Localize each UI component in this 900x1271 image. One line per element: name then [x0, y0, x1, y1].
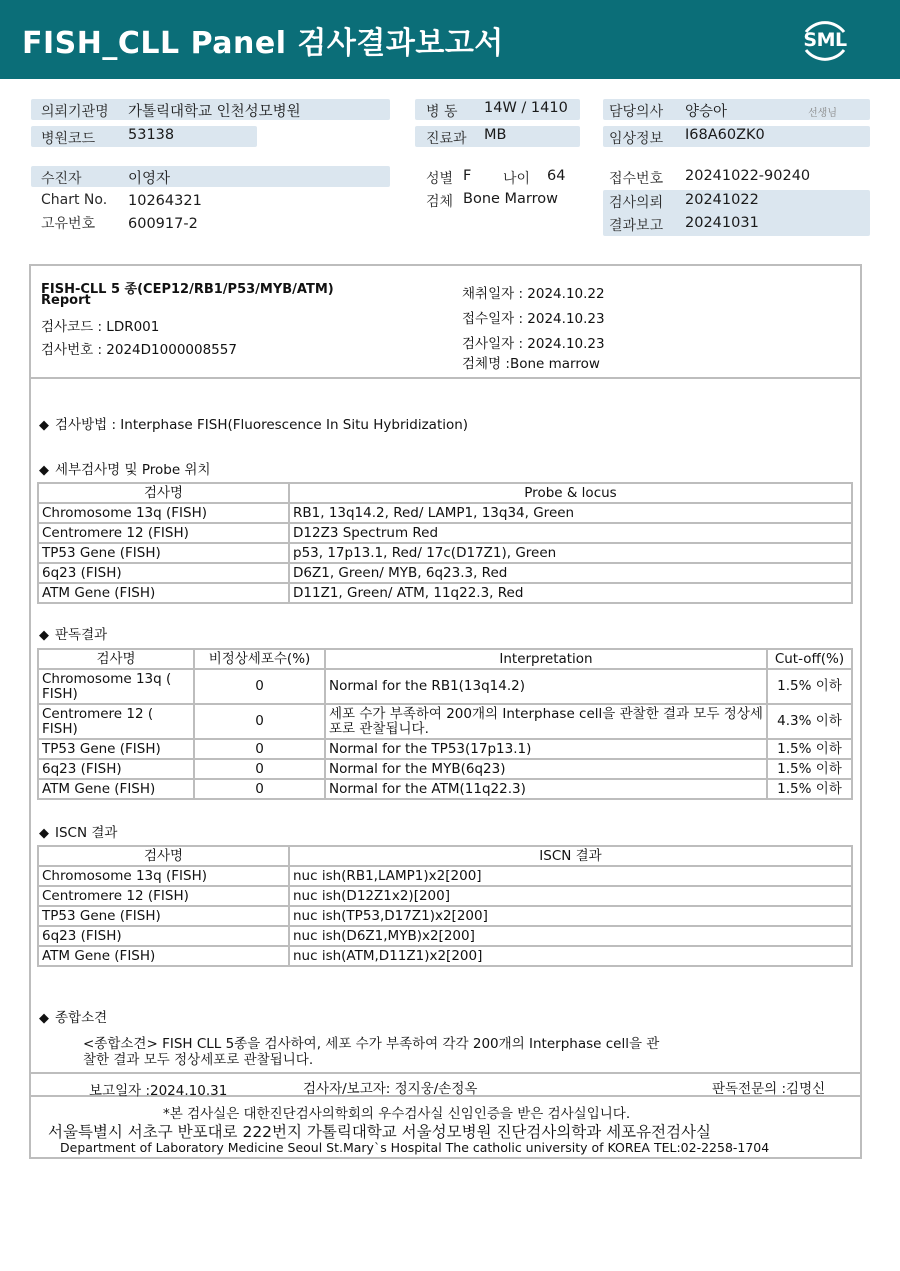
age-value: 64	[547, 168, 566, 184]
table-row	[38, 563, 852, 583]
table-row	[38, 926, 852, 946]
specimen-label: 검체	[426, 194, 454, 210]
patient-bar	[31, 166, 390, 187]
report-box	[29, 264, 862, 1159]
report-title: FISH-CLL 5 종(CEP12/RB1/P53/MYB/ATM)	[41, 282, 334, 297]
summary-heading	[39, 1006, 107, 1026]
ward-label: 병 동	[426, 104, 458, 120]
iscn-name: 6q23 (FISH)	[38, 926, 289, 946]
specimen-value: Bone Marrow	[463, 191, 559, 207]
specimen-name: 검체명 :Bone marrow	[462, 356, 600, 372]
result-header-cutoff: Cut-off(%)	[767, 649, 852, 669]
iscn-name: Chromosome 13q (FISH)	[38, 866, 289, 886]
result-heading-text: 판독결과	[55, 627, 108, 643]
report-header	[0, 0, 900, 79]
specialist: 판독전문의 :김명신	[712, 1081, 826, 1097]
logo-text: SML	[803, 29, 847, 51]
sex-value: F	[463, 168, 472, 184]
method-heading	[39, 413, 468, 433]
result-cutoff: 1.5% 이하	[767, 669, 852, 704]
probe-locus: p53, 17p13.1, Red/ 17c(D17Z1), Green	[289, 543, 852, 563]
patient-name: 이영자	[128, 171, 171, 187]
table-row	[38, 669, 852, 704]
diamond-bullet-icon: ◆	[39, 826, 49, 841]
dept-label: 진료과	[426, 131, 467, 147]
summary-line-2: 찰한 결과 모두 정상세포로 관찰됩니다.	[83, 1052, 314, 1068]
reporter: 검사자/보고자: 정지웅/손정옥	[303, 1081, 478, 1097]
iscn-result: nuc ish(D6Z1,MYB)x2[200]	[289, 926, 852, 946]
ward-value: 14W / 1410	[484, 100, 568, 116]
probe-header-row	[38, 483, 852, 503]
table-row	[38, 866, 852, 886]
result-interpretation: Normal for the RB1(13q14.2)	[325, 669, 767, 704]
chart-value: 10264321	[128, 193, 202, 209]
probe-locus: D12Z3 Spectrum Red	[289, 523, 852, 543]
receipt-value: 20241022-90240	[685, 168, 811, 184]
result-name: Centromere 12 ( FISH)	[38, 704, 194, 739]
result-cutoff: 1.5% 이하	[767, 759, 852, 779]
doctor-suffix: 선생님	[808, 108, 837, 119]
result-name: ATM Gene (FISH)	[38, 779, 194, 799]
result-header-abnormal: 비정상세포수(%)	[194, 649, 325, 669]
probe-name: TP53 Gene (FISH)	[38, 543, 289, 563]
patient-label: 수진자	[41, 171, 82, 187]
summary-heading-text: 종합소견	[55, 1010, 108, 1026]
hospital-code-label: 병원코드	[41, 131, 96, 147]
hospital-code-value: 53138	[128, 127, 175, 143]
iscn-name: Centromere 12 (FISH)	[38, 886, 289, 906]
probe-table	[37, 482, 853, 604]
result-interpretation: 세포 수가 부족하여 200개의 Interphase cell을 관찰한 결과 모두 정상세포로 관찰됩니다.	[325, 704, 767, 739]
request-label: 검사의뢰	[609, 195, 664, 211]
lab-address: 서울특별시 서초구 반포대로 222번지 가톨릭대학교 서울성모병원 진단검사의학과 세포유전검사실	[48, 1123, 711, 1141]
method-text: 검사방법 : Interphase FISH(Fluorescence In Situ Hybridization)	[55, 417, 469, 433]
iscn-name: ATM Gene (FISH)	[38, 946, 289, 966]
iscn-header-name: 검사명	[38, 846, 289, 866]
result-name: 6q23 (FISH)	[38, 759, 194, 779]
iscn-result: nuc ish(RB1,LAMP1)x2[200]	[289, 866, 852, 886]
table-row	[38, 759, 852, 779]
table-row	[38, 779, 852, 799]
result-heading	[39, 623, 107, 643]
report-issue-date: 보고일자 :2024.10.31	[89, 1083, 228, 1099]
signature-row	[31, 1072, 860, 1097]
result-cutoff: 4.3% 이하	[767, 704, 852, 739]
doctor-value: 양승아	[685, 104, 728, 120]
request-value: 20241022	[685, 192, 759, 208]
result-abnormal: 0	[194, 739, 325, 759]
probe-heading	[39, 458, 211, 478]
probe-locus: RB1, 13q14.2, Red/ LAMP1, 13q34, Green	[289, 503, 852, 523]
probe-name: ATM Gene (FISH)	[38, 583, 289, 603]
result-interpretation: Normal for the ATM(11q22.3)	[325, 779, 767, 799]
result-abnormal: 0	[194, 759, 325, 779]
probe-locus: D6Z1, Green/ MYB, 6q23.3, Red	[289, 563, 852, 583]
doctor-label: 담당의사	[609, 104, 664, 120]
probe-locus: D11Z1, Green/ ATM, 11q22.3, Red	[289, 583, 852, 603]
test-date: 검사일자 : 2024.10.23	[462, 336, 605, 352]
result-header-interpretation: Interpretation	[325, 649, 767, 669]
clinical-value: I68A60ZK0	[685, 127, 765, 143]
probe-header-name: 검사명	[38, 483, 289, 503]
table-row	[38, 583, 852, 603]
result-abnormal: 0	[194, 669, 325, 704]
table-row	[38, 906, 852, 926]
unique-label: 고유번호	[41, 216, 96, 232]
test-code: 검사코드 : LDR001	[41, 319, 160, 335]
certification-text: *본 검사실은 대한진단검사의학회의 우수검사실 신임인증을 받은 검사실입니다.	[163, 1106, 631, 1122]
table-row	[38, 704, 852, 739]
dept-value: MB	[484, 127, 507, 143]
iscn-result: nuc ish(ATM,D11Z1)x2[200]	[289, 946, 852, 966]
result-interpretation: Normal for the MYB(6q23)	[325, 759, 767, 779]
receipt-label: 접수번호	[609, 171, 664, 187]
result-interpretation: Normal for the TP53(17p13.1)	[325, 739, 767, 759]
result-table	[37, 648, 853, 800]
probe-header-locus: Probe & locus	[289, 483, 852, 503]
iscn-result: nuc ish(TP53,D17Z1)x2[200]	[289, 906, 852, 926]
clinical-label: 임상정보	[609, 131, 664, 147]
institution-value: 가톨릭대학교 인천성모병원	[128, 104, 301, 120]
table-row	[38, 503, 852, 523]
iscn-result: nuc ish(D12Z1x2)[200]	[289, 886, 852, 906]
result-abnormal: 0	[194, 704, 325, 739]
diamond-bullet-icon: ◆	[39, 1011, 49, 1026]
table-row	[38, 739, 852, 759]
receive-date: 접수일자 : 2024.10.23	[462, 311, 605, 327]
iscn-header-row	[38, 846, 852, 866]
iscn-heading	[39, 821, 117, 841]
institution-label: 의뢰기관명	[41, 104, 109, 120]
result-abnormal: 0	[194, 779, 325, 799]
report-date-value: 20241031	[685, 215, 759, 231]
result-name: TP53 Gene (FISH)	[38, 739, 194, 759]
report-summary-section	[31, 266, 860, 379]
probe-name: Chromosome 13q (FISH)	[38, 503, 289, 523]
iscn-heading-text: ISCN 결과	[55, 825, 118, 841]
age-label: 나이	[503, 171, 531, 187]
table-row	[38, 543, 852, 563]
test-number: 검사번호 : 2024D1000008557	[41, 342, 237, 358]
result-header-row	[38, 649, 852, 669]
result-header-name: 검사명	[38, 649, 194, 669]
table-row	[38, 523, 852, 543]
probe-name: Centromere 12 (FISH)	[38, 523, 289, 543]
diamond-bullet-icon: ◆	[39, 418, 49, 433]
summary-line-1: <종합소견> FISH CLL 5종을 검사하여, 세포 수가 부족하여 각각 200개의 Interphase cell을 관	[83, 1036, 660, 1052]
chart-label: Chart No.	[41, 192, 108, 208]
iscn-name: TP53 Gene (FISH)	[38, 906, 289, 926]
diamond-bullet-icon: ◆	[39, 463, 49, 478]
table-row	[38, 946, 852, 966]
result-cutoff: 1.5% 이하	[767, 779, 852, 799]
probe-heading-text: 세부검사명 및 Probe 위치	[55, 462, 211, 478]
report-date-label: 결과보고	[609, 218, 664, 234]
result-cutoff: 1.5% 이하	[767, 739, 852, 759]
unique-value: 600917-2	[128, 216, 198, 232]
report-title-2: Report	[41, 293, 91, 308]
collect-date: 채취일자 : 2024.10.22	[462, 286, 605, 302]
result-name: Chromosome 13q ( FISH)	[38, 669, 194, 704]
page-title: FISH_CLL Panel 검사결과보고서	[22, 26, 504, 61]
table-row	[38, 886, 852, 906]
lab-department-en: Department of Laboratory Medicine Seoul St.Mary`s Hospital The catholic university of KOREA TEL:02-2258-1704	[60, 1140, 770, 1155]
diamond-bullet-icon: ◆	[39, 628, 49, 643]
iscn-table	[37, 845, 853, 967]
sml-logo-icon	[796, 12, 854, 68]
probe-name: 6q23 (FISH)	[38, 563, 289, 583]
sex-label: 성별	[426, 171, 454, 187]
iscn-header-result: ISCN 결과	[289, 846, 852, 866]
